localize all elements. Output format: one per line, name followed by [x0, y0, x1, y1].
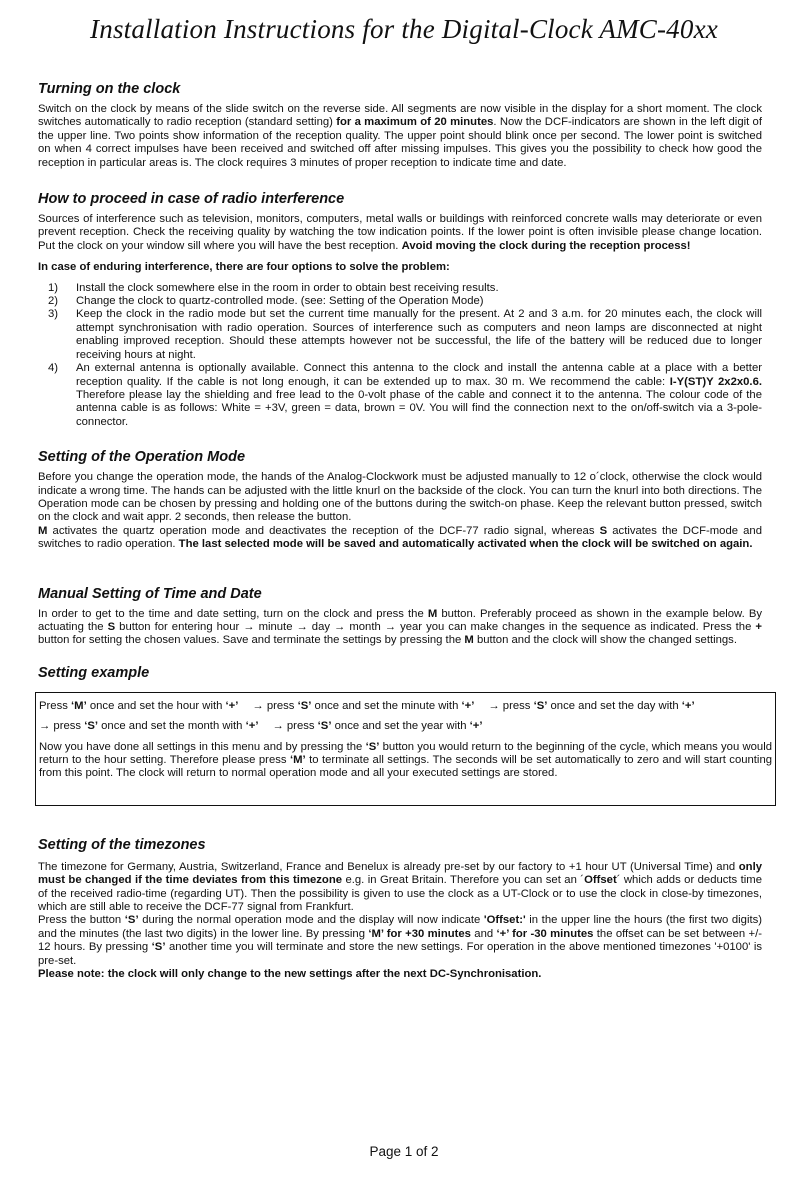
list-text: Keep the clock in the radio mode but set the current time manually for the present. At 2 and 3 a.m. for 20 minutes each, the clock will attempt synchronisation with radio operation. Sources of interference such as computers and neon lamps are disconnected at night enabling improved reception. Should these attempts however not be successful, the life of the battery will be reduced due to longer receiving hours at night.: [76, 308, 762, 361]
text-run: once and set the day with: [547, 699, 682, 712]
section-operation-mode: [38, 448, 762, 551]
section-timezones: [38, 836, 762, 982]
page-number: Page 1 of 2: [369, 1144, 439, 1159]
text-run: the offset can be set between +/- 12 hours. By pressing: [38, 927, 762, 954]
list-text: An external antenna is optionally available. Connect this antenna to the clock and install the antenna cable at a place with a better reception quality. If the cable is not long enough, it can be extended up to max. 30 m. We recommend the cable:: [76, 362, 762, 388]
text-run: Sources of interference such as television, monitors, computers, metal walls or buildings with reinforced concrete walls may deteriorate or even prevent reception. Check the receiving quality by watching the tow indication points. If the lower point is often invisible please change location. Put the clock on your window sill where you will have the best reception.: [38, 213, 762, 252]
list-text: Therefore please lay the shielding and free lead to the 0-volt phase of the cable and connect it to the antenna. The colour code of the antenna cable is as follows: White = +3V, green = data, brown = 0V. You will find the connection next to the on/off-switch via a 3-pole-connector.: [76, 388, 762, 428]
text-run: → press: [488, 699, 534, 712]
section-interference: [38, 190, 762, 429]
bold-text: The last selected mode will be saved and automatically activated when the clock will be switched on again.: [178, 538, 753, 551]
list-number: 4): [48, 362, 59, 375]
paragraph: [38, 103, 762, 170]
text-run: e.g. in Great Britain. Therefore you can set an ´: [342, 874, 585, 887]
list-item: [38, 295, 762, 308]
section-heading: Turning on the clock: [38, 81, 181, 97]
bold-text: ‘M’: [289, 754, 306, 766]
section-manual-setting: [38, 585, 762, 648]
bold-text: ‘+’ for -30 minutes: [496, 927, 594, 940]
paragraph: [38, 914, 762, 968]
bold-text: ‘S’: [365, 740, 380, 753]
text-run: in the upper line the hours (the first two digits) and the minutes (the last two digits) in the lower line. By pressing: [38, 914, 763, 940]
text-run: to terminate all settings. The seconds will be set automatically to zero and will start counting from this point. The clock will return to normal operation mode and all your executed settings are stored.: [39, 754, 773, 780]
note: [38, 968, 762, 981]
text-run: → press: [272, 720, 318, 733]
document-title: Installation Instructions for the Digital-Clock AMC-40xx: [90, 14, 718, 44]
bold-text: ‘+’: [469, 720, 483, 733]
text-run: activates the quartz operation mode and deactivates the reception of the DCF-77 radio signal, whereas: [47, 524, 600, 537]
list-item: [38, 308, 762, 362]
list-number: 2): [48, 295, 59, 308]
paragraph: [38, 525, 762, 552]
bold-text: for a maximum of 20 minutes: [336, 116, 494, 129]
text-run: and: [470, 927, 497, 940]
list-number: 1): [48, 281, 59, 294]
bold-text: ‘+’: [225, 699, 239, 712]
bold-text: ‘M’ for +30 minutes: [368, 927, 471, 940]
text-run: button for setting the chosen values. Save and terminate the settings by pressing the: [38, 634, 465, 647]
bold-text: I-Y(ST)Y 2x2x0.6.: [669, 375, 762, 388]
text-run: The timezone for Germany, Austria, Switzerland, France and Benelux is already pre-set by our factory to +1 hour UT (Universal Time) and: [38, 860, 739, 873]
bold-text: ‘S’: [124, 914, 139, 927]
bold-text: M: [427, 607, 438, 620]
bold-text: S: [599, 524, 608, 537]
list-text: Install the clock somewhere else in the room in order to obtain best receiving results.: [76, 281, 499, 294]
text-run: during the normal operation mode and the display will now indicate: [138, 914, 484, 927]
bold-text: S: [107, 620, 116, 633]
list-number: 3): [48, 308, 59, 321]
bold-text: ‘S’: [533, 699, 548, 712]
section-heading: Setting example: [38, 664, 150, 681]
bold-text: ‘S’: [297, 699, 312, 712]
example-row: [39, 700, 772, 713]
text-run: once and set the month with: [98, 720, 246, 733]
section-heading: Setting of the Operation Mode: [38, 449, 246, 466]
example-row: [39, 741, 772, 781]
bold-text: +: [755, 620, 762, 633]
text-run: Press the button: [38, 914, 125, 927]
paragraph: [38, 213, 762, 253]
paragraph: [38, 608, 762, 648]
section-heading: Setting of the timezones: [38, 836, 206, 853]
text-run: button and the clock will show the changed settings.: [473, 634, 737, 647]
text-run: Switch on the clock by means of the slide switch on the reverse side. All segments are now visible in the display for a short moment. The clock switches automatically to radio reception (standard setting): [38, 103, 762, 129]
document-body: [38, 80, 773, 999]
bold-text: 'Offset:': [483, 914, 526, 927]
text-run: → press: [252, 699, 298, 712]
paragraph: Before you change the operation mode, the hands of the Analog-Clockwork must be adjusted manually to 12 o´clock, otherwise the clock would indicate a wrong time. The hands can be adjusted with the little knurl on the backside of the clock. You can turn the knurl into both directions. The Operation mode can be chosen by pressing and holding one of the buttons during the switch-on phase. Keep the relevant button pressed, switch on the clock and wait appr. 2 seconds, then release the button.: [38, 471, 762, 524]
bold-text: ‘+’: [245, 720, 259, 733]
bold-text: only must be changed if the time deviates from this timezone: [38, 860, 762, 887]
bold-text: Offset: [584, 874, 617, 887]
text-run: another time you will terminate and store the new settings. For operation in the above mentioned timezones '+0100' is pre-set.: [38, 941, 762, 967]
example-box: [35, 692, 776, 806]
bold-text: ‘S’: [317, 720, 332, 733]
options-intro: In case of enduring interference, there are four options to solve the problem:: [38, 261, 450, 274]
bold-text: ‘S’: [151, 941, 166, 954]
text-run: Press: [39, 699, 72, 712]
bold-text: ‘M’: [71, 699, 87, 712]
text-run: . Now the DCF-indicators are shown in the left digit of the upper line. Two points show information of the reception quality. The upper point should blink once per second. The lower point is switched on when 4 correct impulses have been received and switched off after missing impulses. This gives you the possibility to check how good the reception in particular areas is. The clock requires 3 minutes of proper reception to indicate time and date.: [38, 116, 762, 169]
paragraph: [38, 861, 762, 915]
list-item: [38, 362, 762, 429]
text-run: ´ which adds or deducts time of the received radio-time (regarding UT). Then the possibility is given to use the clock as a UT-Clock or to use the clock in close-by timezones, which are still able to receive the DCF-77 signal from Frankfurt.: [38, 874, 762, 914]
text-run: button you would return to the beginning of the cycle, which means you would return to the hour setting. Therefore please press: [39, 740, 772, 766]
text-run: activates the DCF-mode and switches to radio operation.: [38, 524, 762, 551]
list-text: Change the clock to quartz-controlled mode. (see: Setting of the Operation Mode): [76, 295, 484, 308]
text-run: → press: [39, 720, 85, 733]
text-run: button. Preferably proceed as shown in the example below. By actuating the: [38, 607, 763, 633]
text-run: once and set the year with: [331, 720, 470, 733]
text-run: once and set the hour with: [86, 699, 226, 712]
text-run: Now you have done all settings in this menu and by pressing the: [39, 740, 366, 753]
bold-text: M: [464, 634, 474, 647]
section-heading: How to proceed in case of radio interference: [38, 191, 345, 208]
example-row: [39, 720, 772, 733]
bold-text: Avoid moving the clock during the reception process!: [401, 239, 691, 252]
bold-text: ‘+’: [681, 699, 695, 712]
bold-text: M: [38, 524, 48, 537]
list-item: [38, 282, 762, 295]
bold-text: Please note: the clock will only change to the new settings after the next DC-Synchronisation.: [38, 968, 542, 981]
section-turning-on: [38, 80, 762, 170]
text-run: In order to get to the time and date setting, turn on the clock and press the: [38, 607, 428, 620]
bold-text: ‘S’: [84, 720, 99, 733]
options-list: [38, 282, 762, 429]
bold-text: ‘+’: [461, 699, 475, 712]
section-setting-example: [38, 664, 773, 806]
text-run: button for entering hour → minute → day → month → year you can make changes in the sequence as indicated. Press the: [115, 620, 756, 633]
section-heading: Manual Setting of Time and Date: [38, 585, 262, 602]
text-run: once and set the minute with: [311, 699, 462, 712]
